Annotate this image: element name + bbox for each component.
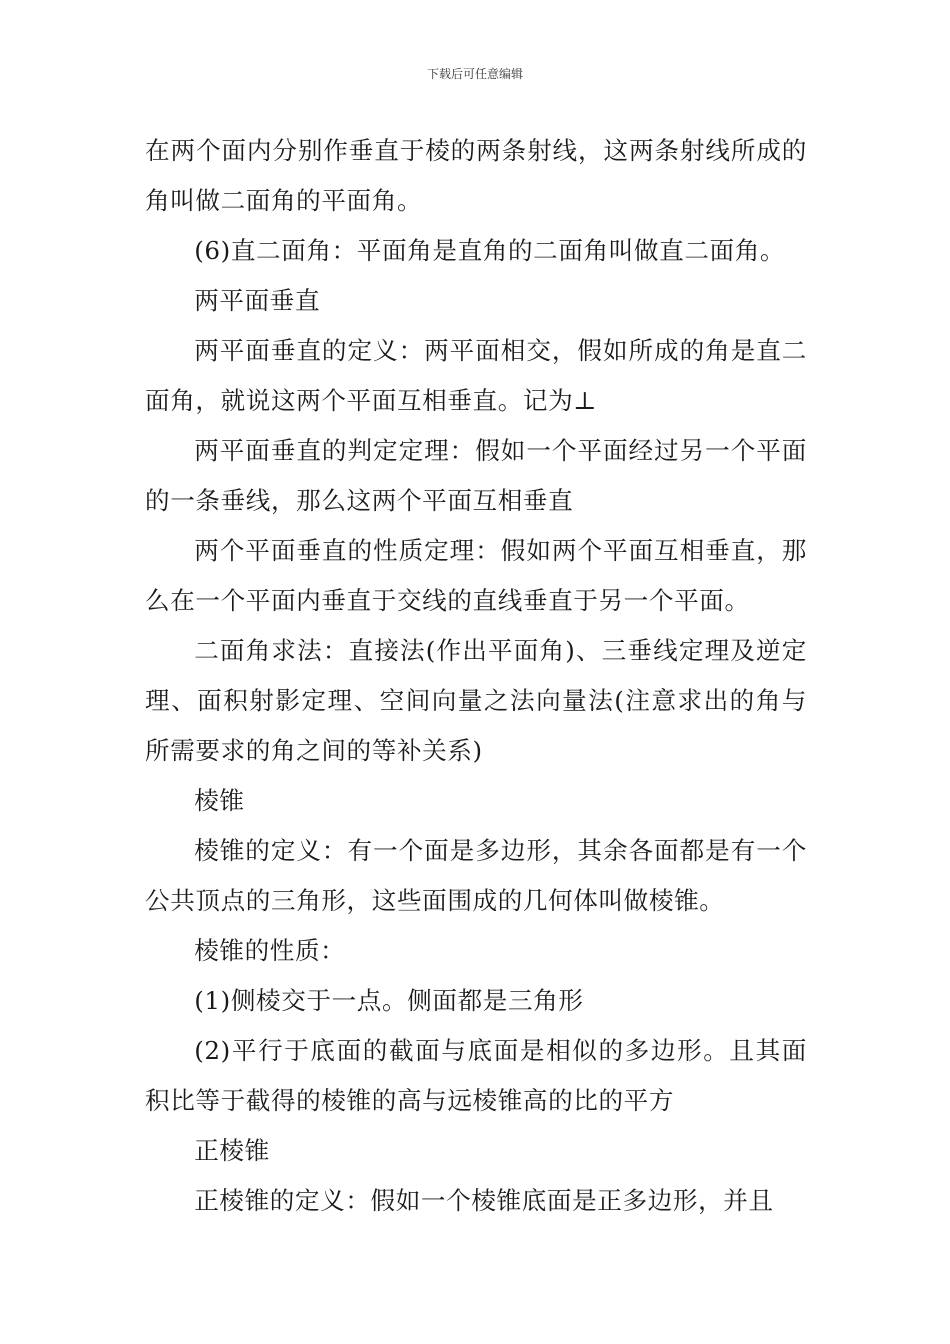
paragraph-dihedral-angle-methods: 二面角求法：直接法(作出平面角)、三垂线定理及逆定理、面积射影定理、空间向量之法向量法(注意求出的角与所需要求的角之间的等补关系) — [145, 636, 807, 765]
paragraph-perpendicular-planes-criterion: 两平面垂直的判定定理：假如一个平面经过另一个平面的一条垂线，那么这两个平面互相垂直 — [145, 436, 807, 515]
paragraph-perpendicular-planes-definition: 两平面垂直的定义：两平面相交，假如所成的角是直二面角，就说这两个平面互相垂直。记为⊥ — [145, 336, 807, 415]
section-heading-pyramid: 棱锥 — [194, 786, 245, 815]
paragraph-perpendicular-planes-property: 两个平面垂直的性质定理：假如两个平面互相垂直，那么在一个平面内垂直于交线的直线垂直于另一个平面。 — [145, 536, 807, 615]
section-heading-perpendicular-planes: 两平面垂直 — [194, 286, 321, 315]
paragraph-pyramid-property-1: (1)侧棱交于一点。侧面都是三角形 — [194, 986, 584, 1015]
paragraph-dihedral-plane-angle-continued: 在两个面内分别作垂直于棱的两条射线，这两条射线所成的角叫做二面角的平面角。 — [145, 136, 807, 215]
paragraph-pyramid-property-2: (2)平行于底面的截面与底面是相似的多边形。且其面积比等于截得的棱锥的高与远棱锥高的比的平方 — [145, 1036, 807, 1115]
section-heading-regular-pyramid: 正棱锥 — [194, 1136, 270, 1165]
paragraph-right-dihedral-angle: (6)直二面角：平面角是直角的二面角叫做直二面角。 — [194, 236, 786, 265]
paragraph-pyramid-properties-heading: 棱锥的性质： — [194, 936, 346, 965]
document-body — [145, 126, 807, 1226]
paragraph-pyramid-definition: 棱锥的定义：有一个面是多边形，其余各面都是有一个公共顶点的三角形，这些面围成的几何体叫做棱锥。 — [145, 836, 807, 915]
page-header-note: 下载后可任意编辑 — [426, 67, 523, 81]
paragraph-regular-pyramid-definition: 正棱锥的定义：假如一个棱锥底面是正多边形，并且 — [194, 1186, 774, 1215]
